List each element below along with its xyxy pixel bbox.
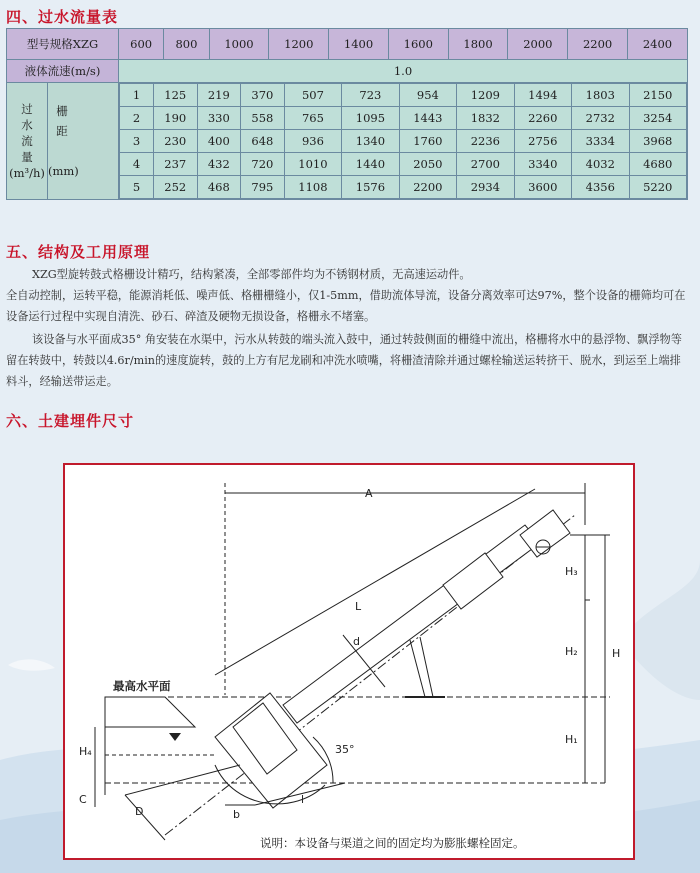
table-cell: 765 [284,107,341,130]
angle-label: 35° [335,743,355,756]
table-cell: 720 [241,153,285,176]
gap-cell: 3 [120,130,154,153]
gap-label [48,83,119,200]
table-cell: 468 [197,176,241,199]
model-cell: 600 [119,29,164,60]
dim-label-A: A [365,487,373,500]
gap-cell: 5 [120,176,154,199]
dim-label-L: L [355,600,362,613]
dim-label-D: D [135,805,144,818]
table-cell: 4356 [572,176,629,199]
table-cell: 2756 [514,130,571,153]
flow-label-char: 量 [21,150,33,164]
table-cell: 230 [154,130,198,153]
table-cell: 3340 [514,153,571,176]
diagram-drawing [65,465,633,858]
dim-label-H3: H₃ [565,565,578,578]
table-cell: 330 [197,107,241,130]
flow-unit: (m³/h) [9,166,45,180]
table-cell: 723 [342,84,399,107]
table-cell: 3600 [514,176,571,199]
table-cell: 1760 [399,130,456,153]
flow-label-char: 过 [21,102,33,116]
model-cell: 1800 [448,29,508,60]
table-cell: 795 [241,176,285,199]
flow-label-char: 流 [21,134,33,148]
table-cell: 507 [284,84,341,107]
dim-label-b: b [233,808,240,821]
table-cell: 5220 [629,176,687,199]
table-cell: 4680 [629,153,687,176]
table-cell: 219 [197,84,241,107]
table-cell: 237 [154,153,198,176]
model-cell: 1000 [209,29,269,60]
dim-label-l: l [301,793,305,806]
table-cell: 2700 [457,153,514,176]
section-title-flow-table: 四、过水流量表 [6,8,119,26]
principle-paragraph-2: 全自动控制，运转平稳，能源消耗低、噪声低、格栅栅缝小，仅1-5mm，借助流体导流，设备分离效率可达97%，整个设备的栅筛均可在设备运行过程中实现自清洗、砂石、碎渣及硬物无损设备，格栅永不堵塞。 [6,289,686,323]
table-cell: 1576 [342,176,399,199]
table-cell: 370 [241,84,285,107]
table-cell: 125 [154,84,198,107]
gap-unit: (mm) [48,164,79,178]
dim-label-C: C [79,793,87,806]
table-cell: 1803 [572,84,629,107]
rows-container [119,83,688,200]
principle-paragraph-3: 该设备与水平面成35° 角安装在水渠中，污水从转鼓的端头流入鼓中，通过转鼓侧面的栅缝中流出，格栅将水中的悬浮物、飘浮物等留在转鼓中，转鼓以4.6r/min的速度旋转，鼓的上方有尼龙刷和冲洗水喷嘴，将栅渣清除并通过螺栓输送运转挤干、脱水，到运至上端排料斗，经输送带运走。 [6,333,682,388]
dim-label-H1: H₁ [565,733,578,746]
rows-table [119,83,687,199]
table-row [120,176,687,199]
gap-cell: 4 [120,153,154,176]
table-cell: 4032 [572,153,629,176]
table-cell: 2150 [629,84,687,107]
gap-cell: 2 [120,107,154,130]
dim-label-d: d [353,635,360,648]
dim-label-H4: H₄ [79,745,92,758]
dim-label-H: H [612,647,621,660]
table-cell: 936 [284,130,341,153]
table-cell: 252 [154,176,198,199]
velocity-label: 液体流速(m/s) [7,60,119,83]
flow-table [6,28,688,200]
section-title-principle: 五、结构及工用原理 [6,243,151,261]
table-cell: 558 [241,107,285,130]
model-cell: 1200 [269,29,329,60]
model-cell: 2400 [627,29,687,60]
water-level-marker [169,733,181,741]
table-cell: 1010 [284,153,341,176]
flow-label [7,83,48,200]
diagram-note: 说明：本设备与渠道之间的固定均为膨胀螺栓固定。 [260,836,525,850]
model-cell: 800 [164,29,209,60]
table-cell: 2934 [457,176,514,199]
flow-label-char: 水 [21,118,33,132]
table-cell: 954 [399,84,456,107]
model-cell: 2000 [508,29,568,60]
table-cell: 648 [241,130,285,153]
table-cell: 400 [197,130,241,153]
gap-cell: 1 [120,84,154,107]
table-cell: 2236 [457,130,514,153]
table-cell: 3334 [572,130,629,153]
table-cell: 1340 [342,130,399,153]
installation-diagram [63,463,635,860]
table-cell: 1832 [457,107,514,130]
dim-label-H2: H₂ [565,645,578,658]
table-cell: 2050 [399,153,456,176]
table-cell: 1494 [514,84,571,107]
table-cell: 3254 [629,107,687,130]
table-header-row [7,29,688,60]
section-title-dimensions: 六、土建埋件尺寸 [6,412,135,430]
table-cell: 2732 [572,107,629,130]
gap-label-char: 距 [56,124,68,138]
table-cell: 1095 [342,107,399,130]
table-row [120,107,687,130]
table-cell: 1440 [342,153,399,176]
model-label: 型号规格XZG [7,29,119,60]
model-cell: 2200 [568,29,628,60]
model-cell: 1600 [388,29,448,60]
principle-paragraph-1: XZG型旋转鼓式格栅设计精巧，结构紧凑，全部零部件均为不锈钢材质，无高速运动件。 [32,268,471,281]
table-cell: 2260 [514,107,571,130]
gap-label-char: 栅 [56,104,68,118]
table-cell: 432 [197,153,241,176]
velocity-row [7,60,688,83]
model-cell: 1400 [329,29,389,60]
table-cell: 3968 [629,130,687,153]
table-cell: 2200 [399,176,456,199]
water-level-label: 最高水平面 [113,679,171,693]
table-cell: 190 [154,107,198,130]
table-cell: 1108 [284,176,341,199]
table-cell: 1209 [457,84,514,107]
table-row [120,153,687,176]
table-row [120,130,687,153]
table-row [7,83,688,200]
table-cell: 1443 [399,107,456,130]
table-row [120,84,687,107]
velocity-value: 1.0 [119,60,688,83]
